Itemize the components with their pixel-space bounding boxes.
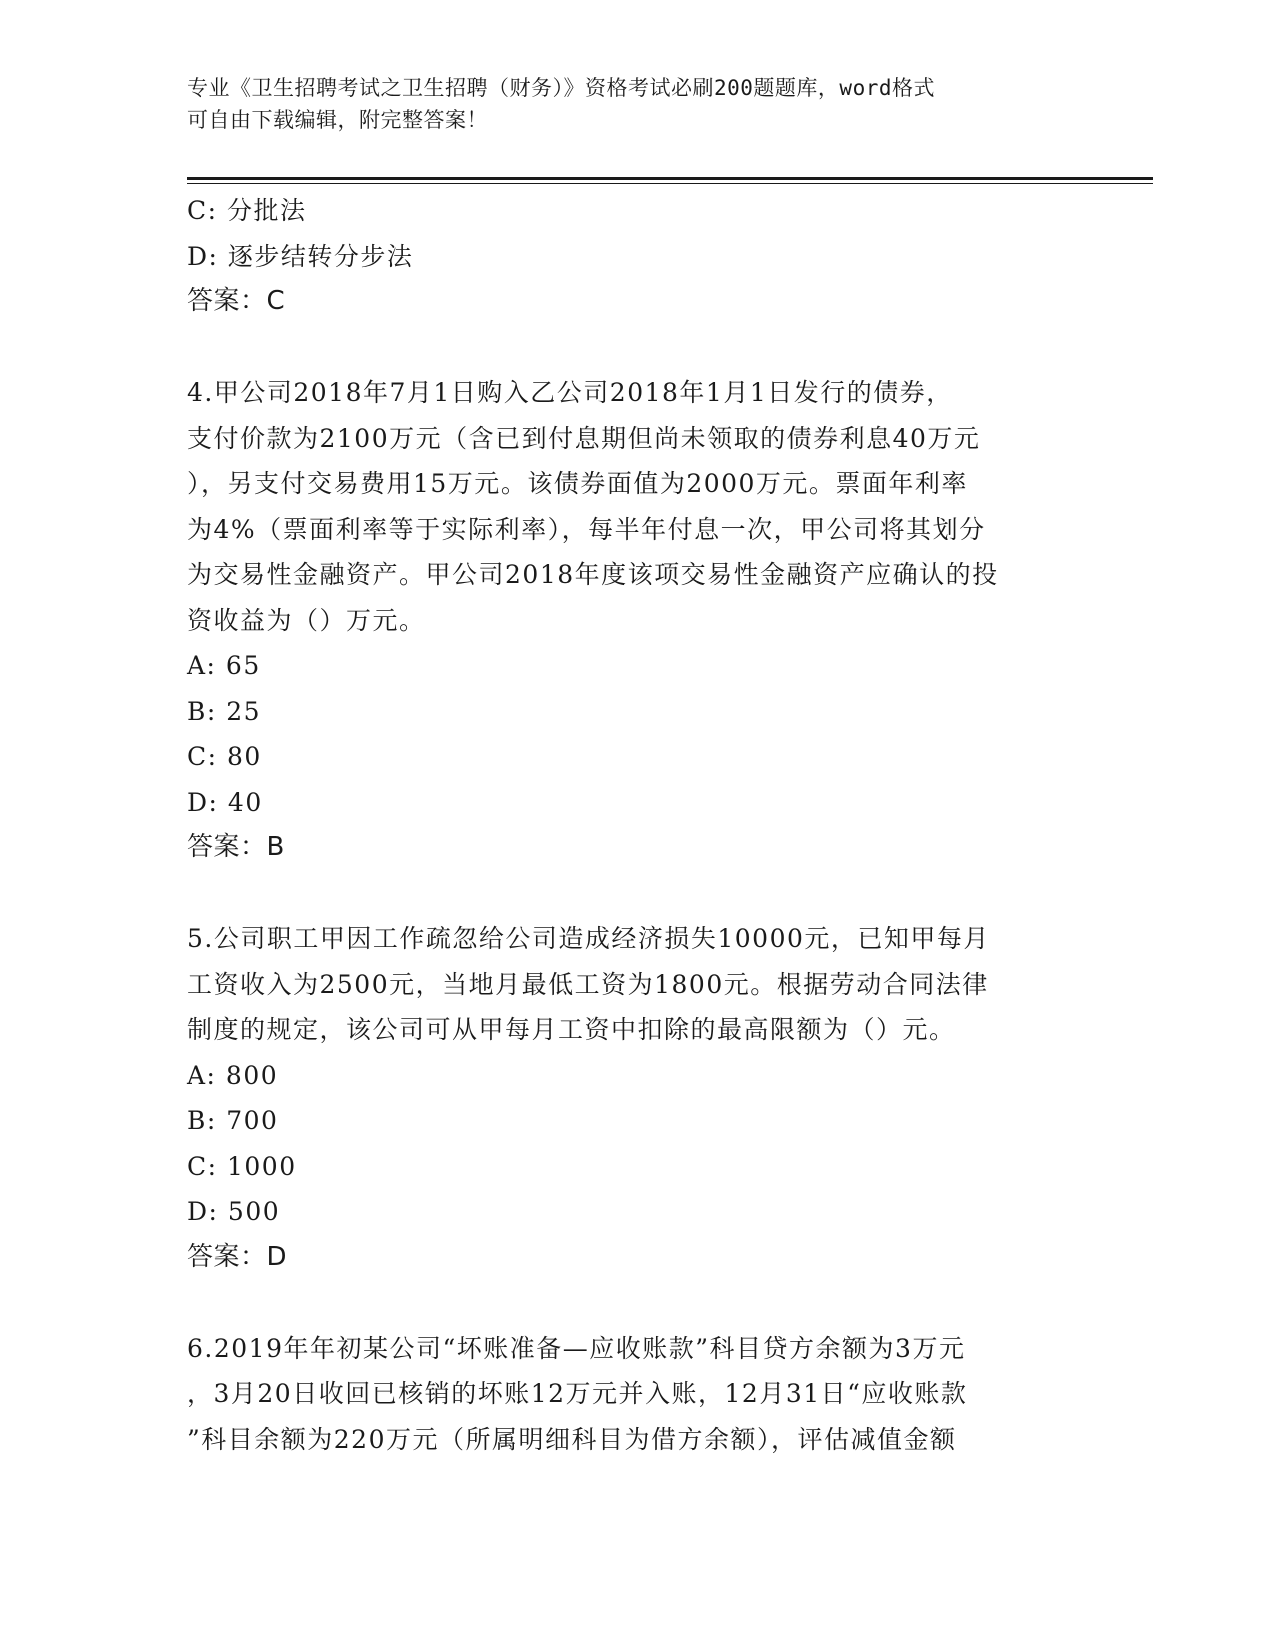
header-divider-thick — [187, 177, 1153, 180]
option-b: B: 700 — [187, 1106, 279, 1135]
answer-line: 答案：C — [187, 286, 286, 316]
question-text-line: 工资收入为2500元，当地月最低工资为1800元。根据劳动合同法律 — [187, 969, 989, 999]
question-text-line: 6.2019年年初某公司“坏账准备—应收账款”科目贷方余额为3万元 — [187, 1333, 966, 1363]
spacer — [187, 1280, 1087, 1326]
question-content — [187, 188, 1087, 1462]
question-text-line: ”科目余额为220万元（所属明细科目为借方余额），评估减值金额 — [187, 1424, 957, 1454]
option-c: C: 分批法 — [187, 196, 307, 225]
spacer — [187, 871, 1087, 917]
question-text-line: 为4%（票面利率等于实际利率），每半年付息一次，甲公司将其划分 — [187, 514, 986, 544]
option-d: D: 逐步结转分步法 — [187, 241, 414, 271]
option-b: B: 25 — [187, 696, 262, 726]
question-text-line: ，3月20日收回已核销的坏账12万元并入账，12月31日“应收账款 — [187, 1379, 968, 1408]
option-a: A: 800 — [187, 1060, 279, 1090]
option-d: D: 40 — [187, 787, 263, 817]
option-d: D: 500 — [187, 1197, 281, 1226]
question-text-line: ），另支付交易费用15万元。该债券面值为2000万元。票面年利率 — [187, 469, 968, 498]
question-text-line: 资收益为（）万元。 — [187, 605, 426, 635]
question-4 — [187, 370, 1087, 871]
question-text-line: 为交易性金融资产。甲公司2018年度该项交易性金融资产应确认的投 — [187, 560, 999, 589]
option-a: A: 65 — [187, 651, 261, 680]
option-c: C: 1000 — [187, 1151, 297, 1181]
question-text-line: 5.公司职工甲因工作疏忽给公司造成经济损失10000元，已知甲每月 — [187, 924, 990, 953]
question-6 — [187, 1326, 1087, 1463]
answer-line: 答案：B — [187, 832, 285, 862]
header-line-2: 可自由下载编辑，附完整答案！ — [187, 108, 488, 132]
header-divider-thin — [187, 183, 1153, 184]
answer-line: 答案：D — [187, 1241, 288, 1272]
header-line-1: 专业《卫生招聘考试之卫生招聘（财务）》资格考试必刷200题题库，word格式 — [187, 76, 935, 100]
question-5 — [187, 916, 1087, 1280]
question-text-line: 4.甲公司2018年7月1日购入乙公司2018年1月1日发行的债券， — [187, 378, 953, 407]
question-text-line: 制度的规定，该公司可从甲每月工资中扣除的最高限额为（）元。 — [187, 1015, 956, 1044]
option-c: C: 80 — [187, 742, 262, 771]
spacer — [187, 325, 1087, 371]
question-text-line: 支付价款为2100万元（含已到付息期但尚未领取的债券利息40万元 — [187, 423, 981, 453]
document-header — [187, 72, 1067, 136]
question-3-tail — [187, 188, 1087, 325]
